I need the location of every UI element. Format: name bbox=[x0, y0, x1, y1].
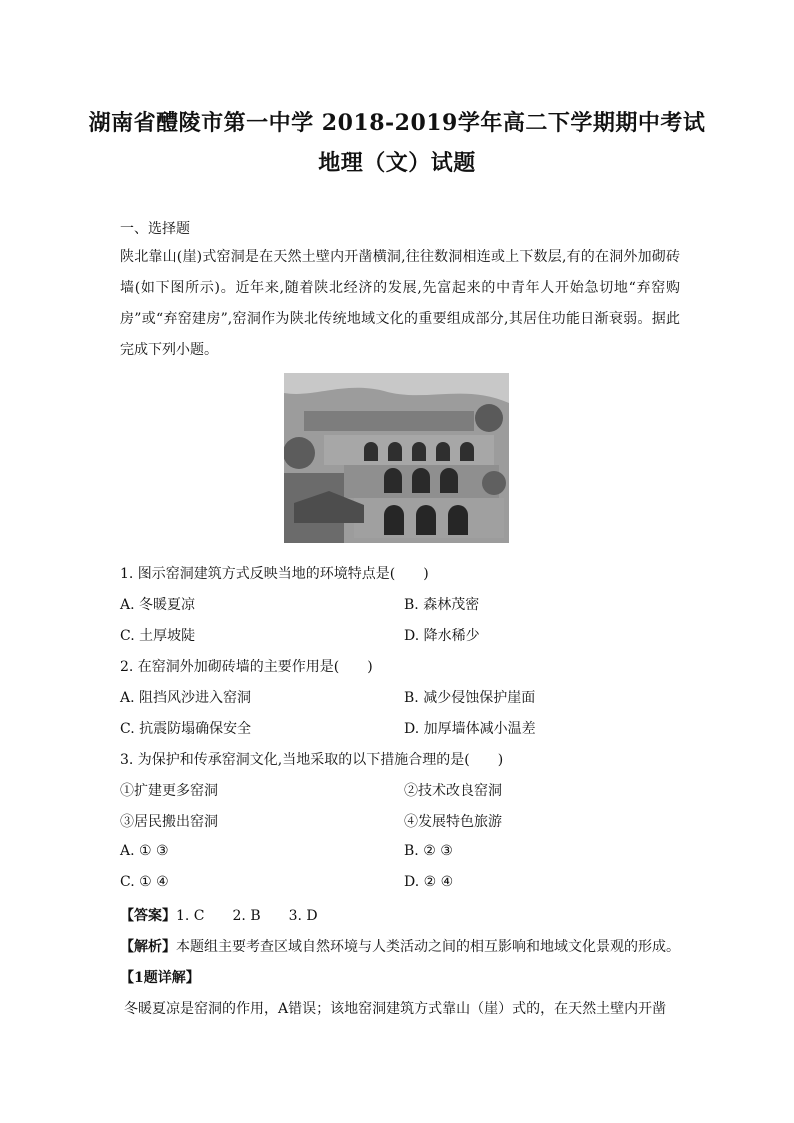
detail-heading: 【1题详解】 bbox=[120, 970, 200, 986]
question-2-option-d: D. 加厚墙体减小温差 bbox=[404, 721, 536, 737]
answer-line bbox=[120, 905, 318, 925]
question-3-option-c: C. ① ④ bbox=[120, 874, 169, 890]
question-1-stem: 1. 图示窑洞建筑方式反映当地的环境特点是( ) bbox=[120, 566, 429, 582]
analysis-line bbox=[120, 936, 680, 956]
question-1-option-a: A. 冬暖夏凉 bbox=[120, 597, 196, 613]
section-heading: 一、选择题 bbox=[120, 221, 190, 237]
intro-paragraph: 陕北靠山(崖)式窑洞是在天然土壁内开凿横洞,往往数洞相连或上下数层,有的在洞外加砌砖墙(如下图所示)。近年来,随着陕北经济的发展,先富起来的中青年人开始急切地“弃窑购房”或“弃窑建房”,窑洞作为陕北传统地域文化的重要组成部分,其居住功能日渐衰弱。据此完成下列小题。 bbox=[120, 249, 680, 358]
question-1-option-d: D. 降水稀少 bbox=[404, 628, 480, 644]
question-3-option-d: D. ② ④ bbox=[404, 874, 454, 890]
question-2-option-a: A. 阻挡风沙进入窑洞 bbox=[120, 690, 252, 706]
answer-label: 【答案】 bbox=[120, 908, 176, 924]
question-3-item-2: ②技术改良窑洞 bbox=[404, 783, 502, 799]
question-1-option-b: B. 森林茂密 bbox=[404, 597, 480, 613]
exam-title-line2: 地理（文）试题 bbox=[318, 150, 476, 176]
question-1-option-c: C. 土厚坡陡 bbox=[120, 628, 196, 644]
question-3-option-a: A. ① ③ bbox=[120, 843, 169, 859]
detail-text: 冬暖夏凉是窑洞的作用，A错误；该地窑洞建筑方式靠山（崖）式的，在天然土壁内开凿 bbox=[124, 1001, 667, 1017]
question-2-option-b: B. 减少侵蚀保护崖面 bbox=[404, 690, 536, 706]
answer-text: 1. C 2. B 3. D bbox=[176, 908, 318, 924]
analysis-text: 本题组主要考查区域自然环境与人类活动之间的相互影响和地域文化景观的形成。 bbox=[176, 939, 680, 955]
question-3-item-3: ③居民搬出窑洞 bbox=[120, 814, 218, 830]
analysis-label: 【解析】 bbox=[120, 939, 176, 955]
question-2-option-c: C. 抗震防塌确保安全 bbox=[120, 721, 252, 737]
question-3-option-b: B. ② ③ bbox=[404, 843, 453, 859]
question-3-stem: 3. 为保护和传承窑洞文化,当地采取的以下措施合理的是( ) bbox=[120, 752, 504, 768]
cave-dwelling-photo bbox=[284, 373, 509, 543]
exam-title-line1: 湖南省醴陵市第一中学 2018-2019学年高二下学期期中考试 bbox=[88, 110, 706, 136]
question-2-stem: 2. 在窑洞外加砌砖墙的主要作用是( ) bbox=[120, 659, 373, 675]
question-3-item-1: ①扩建更多窑洞 bbox=[120, 783, 218, 799]
cave-dwelling-illustration bbox=[284, 373, 509, 543]
question-3-item-4: ④发展特色旅游 bbox=[404, 814, 502, 830]
